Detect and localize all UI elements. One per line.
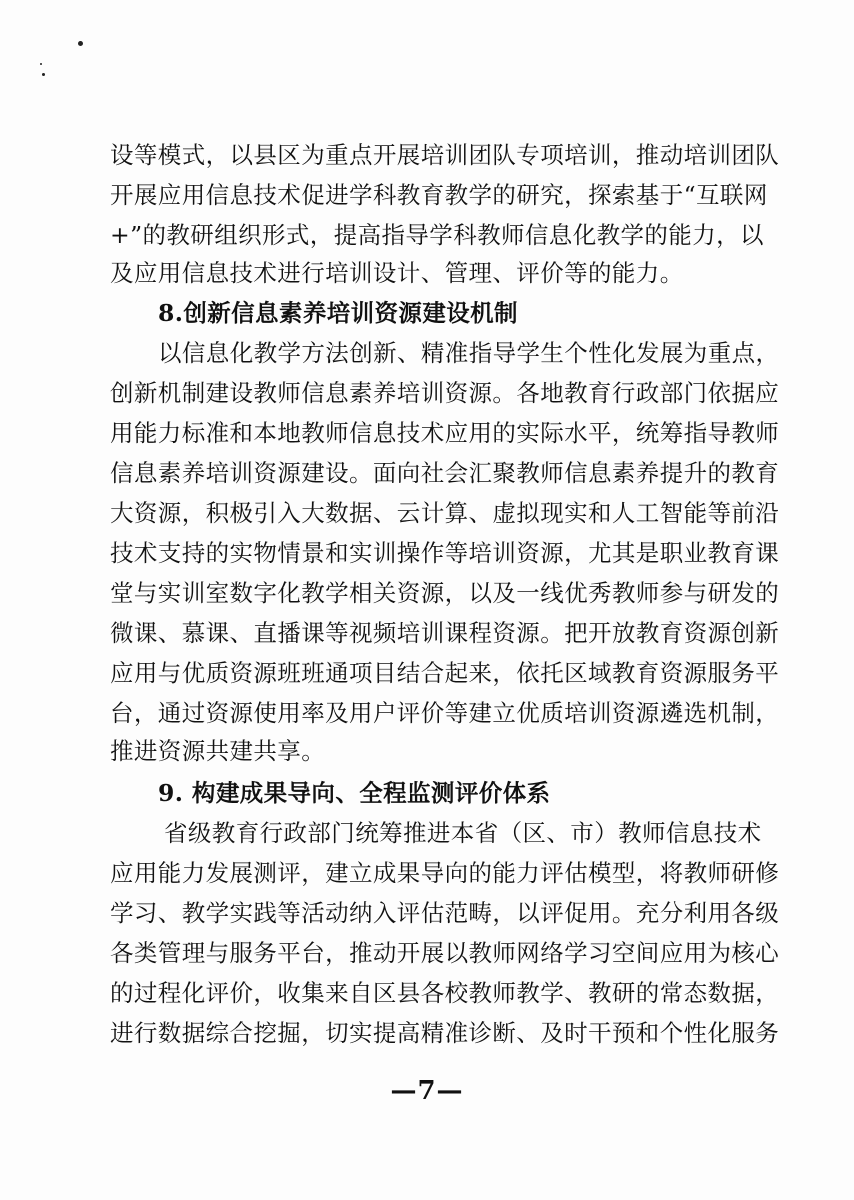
body-text-line: 创新机制建设教师信息素养培训资源。各地教育行政部门依据应 (110, 379, 780, 407)
body-text-line: 进行数据综合挖掘，切实提高精准诊断、及时干预和个性化服务 (110, 1019, 780, 1047)
scan-speck (40, 63, 42, 65)
page-number: —7— (390, 1076, 464, 1106)
body-text-line: 微课、慕课、直播课等视频培训课程资源。把开放教育资源创新 (110, 619, 780, 647)
scan-speck (78, 41, 83, 46)
body-text-line: 开展应用信息技术促进学科教育教学的研究，探索基于“互联网 (110, 181, 768, 209)
body-text-line: 应用与优质资源班班通项目结合起来，依托区域教育资源服务平 (110, 659, 780, 687)
body-text-line: 学习、教学实践等活动纳入评估范畴，以评促用。充分利用各级 (110, 899, 780, 927)
body-text-line: 应用能力发展测评，建立成果导向的能力评估模型，将教师研修 (110, 859, 780, 887)
body-text-line: 推进资源共建共享。 (110, 737, 326, 765)
body-text-line: 省级教育行政部门统筹推进本省（区、市）教师信息技术 (164, 819, 762, 847)
body-text-line: 堂与实训室数字化教学相关资源，以及一线优秀教师参与研发的 (110, 579, 780, 607)
body-text-line: 各类管理与服务平台，推动开展以教师网络学习空间应用为核心 (110, 939, 780, 967)
body-text-line: 大资源，积极引入大数据、云计算、虚拟现实和人工智能等前沿 (110, 499, 780, 527)
body-text-line: +”的教研组织形式，提高指导学科教师信息化教学的能力，以 (110, 221, 764, 249)
body-text-line: 技术支持的实物情景和实训操作等培训资源，尤其是职业教育课 (110, 539, 780, 567)
section-heading: 9. 构建成果导向、全程监测评价体系 (158, 779, 551, 807)
scan-speck (42, 73, 45, 76)
body-text-line: 及应用信息技术进行培训设计、管理、评价等的能力。 (110, 259, 684, 287)
body-text-line: 以信息化教学方法创新、精准指导学生个性化发展为重点， (158, 339, 780, 367)
body-text-line: 台，通过资源使用率及用户评价等建立优质培训资源遴选机制， (110, 699, 780, 727)
body-text-line: 用能力标准和本地教师信息技术应用的实际水平，统筹指导教师 (110, 419, 780, 447)
body-text-line: 的过程化评价，收集来自区县各校教师教学、教研的常态数据， (110, 979, 780, 1007)
section-heading: 8.创新信息素养培训资源建设机制 (158, 299, 518, 327)
body-text-line: 信息素养培训资源建设。面向社会汇聚教师信息素养提升的教育 (110, 459, 780, 487)
body-text-line: 设等模式，以县区为重点开展培训团队专项培训，推动培训团队 (110, 141, 780, 169)
